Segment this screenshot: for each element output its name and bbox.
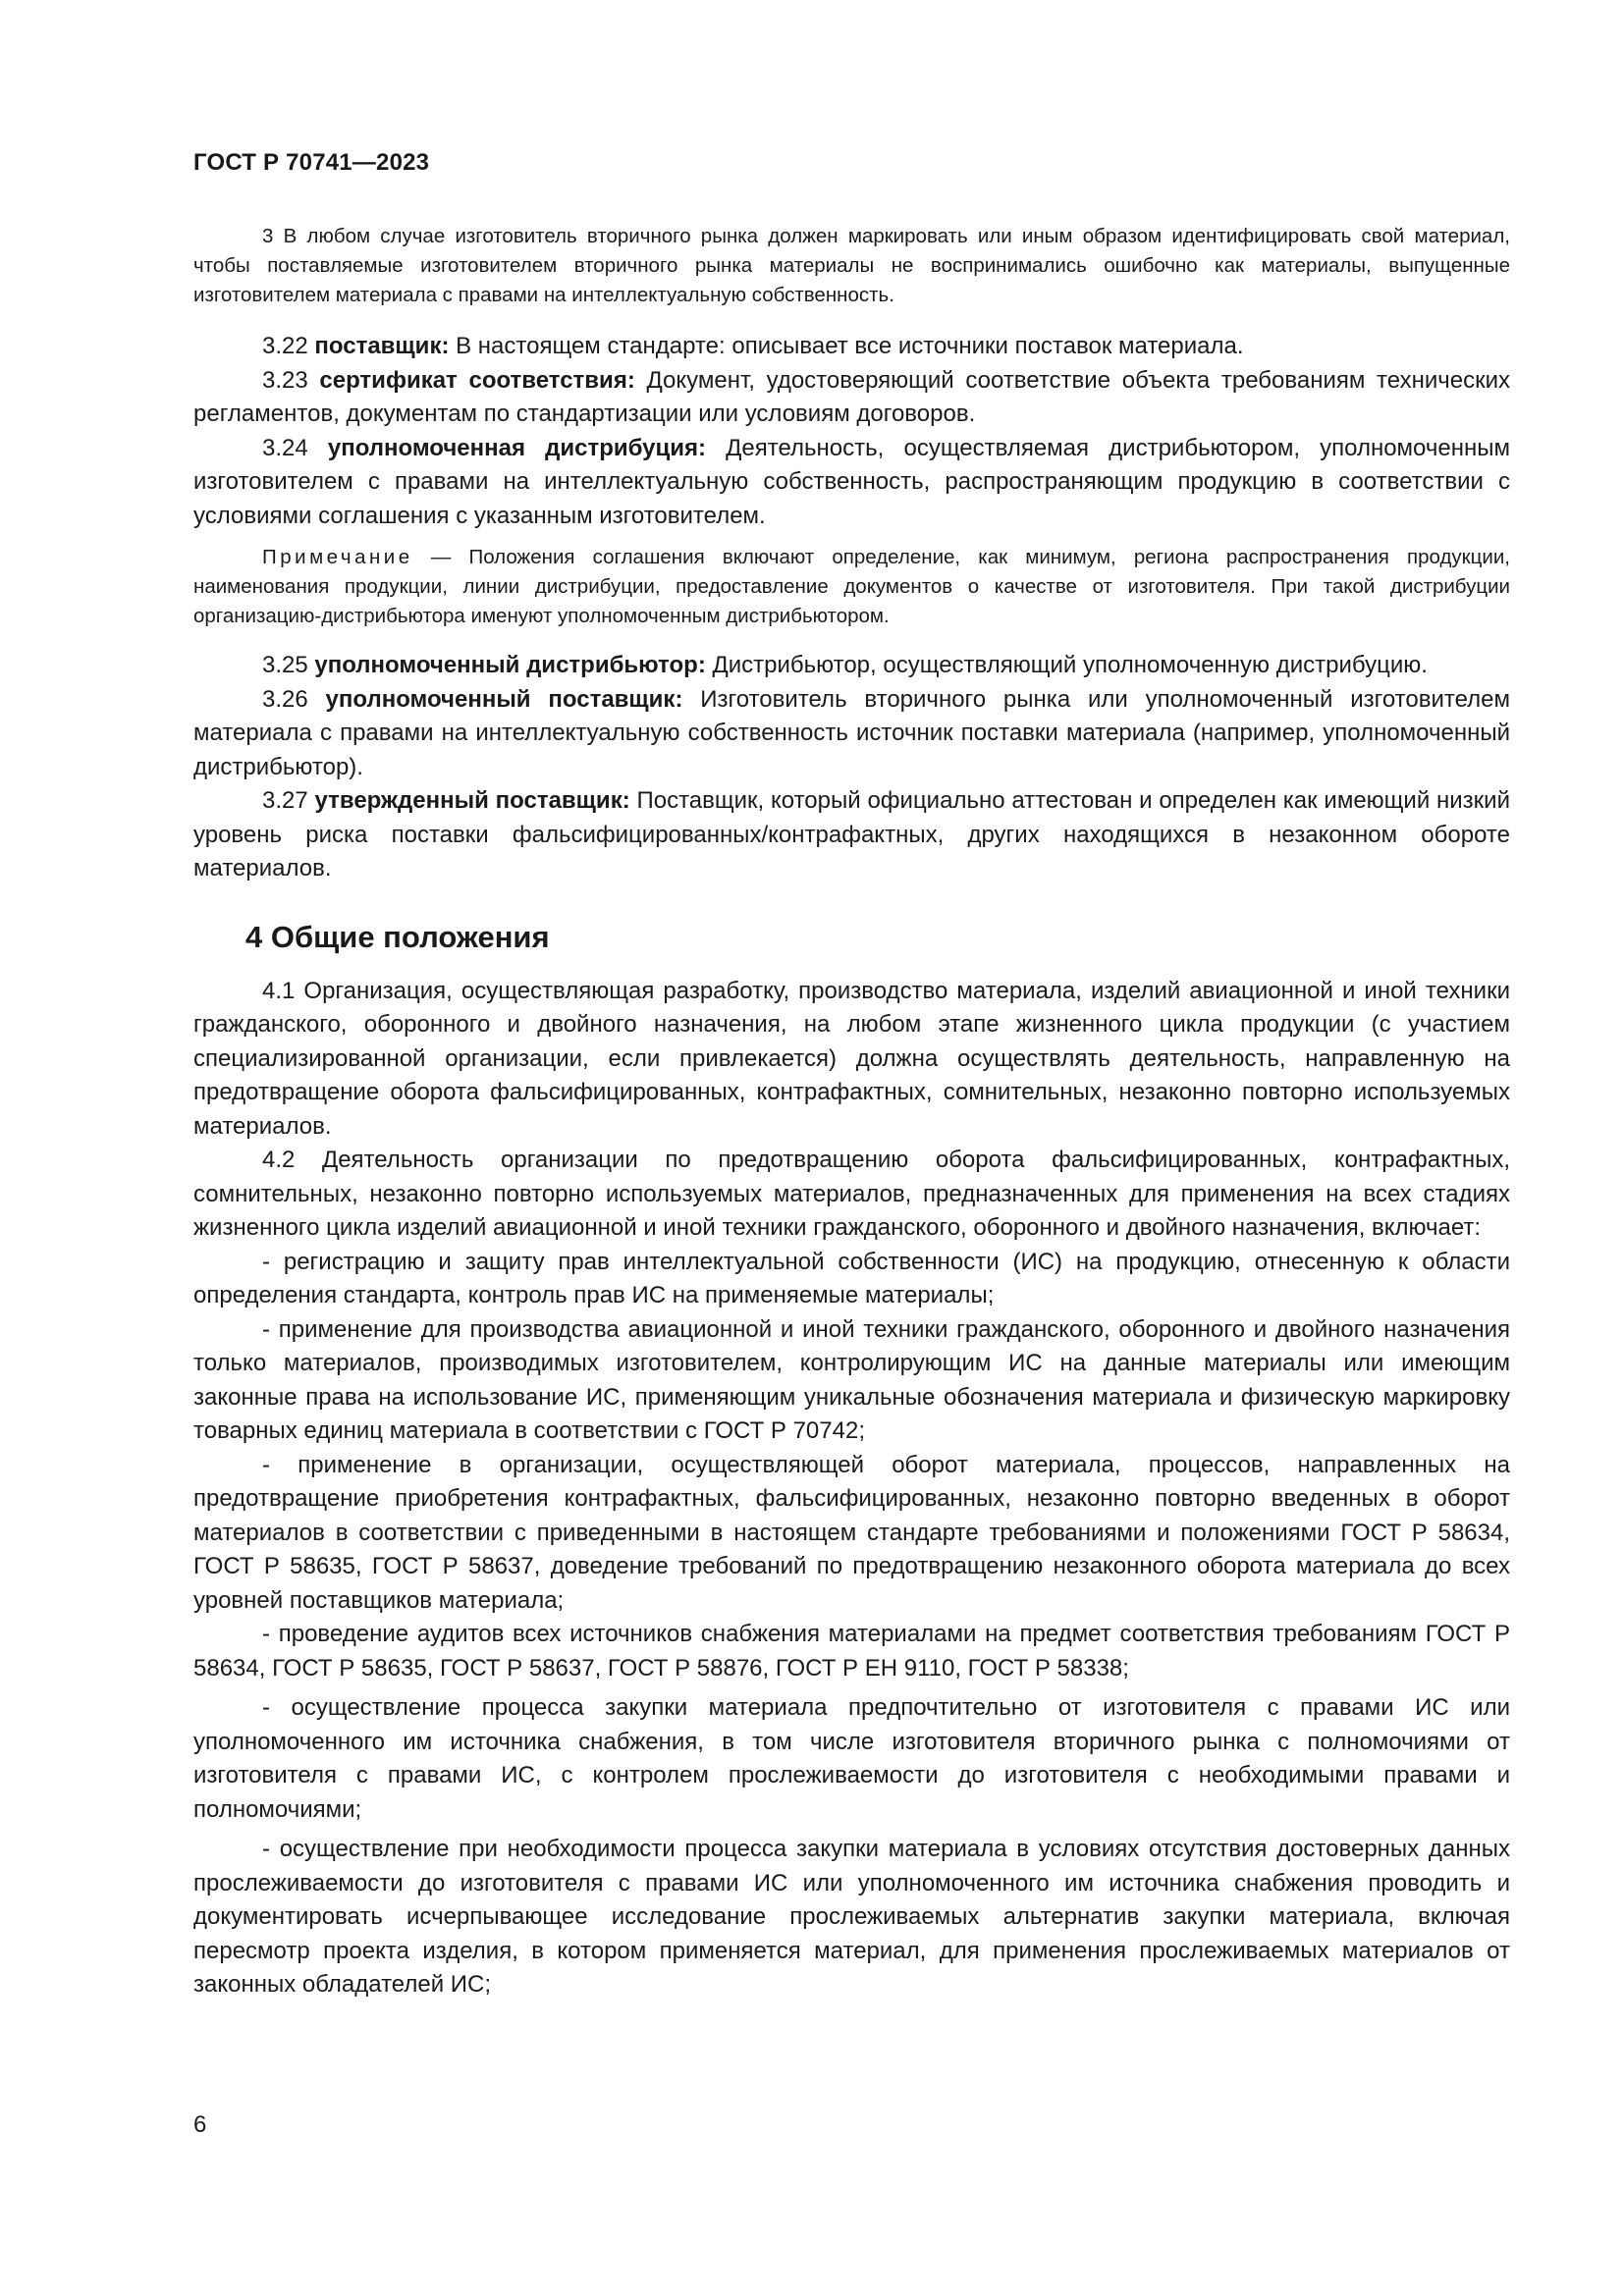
list-item: - применение для производства авиационной и иной техники гражданского, оборонного и двойного назначения только материалов, производимых изготовителем, контролирующим ИС на данные материалы или имеющим законные права на использование ИС, применяющим уникальные обозначения материала и физическую маркировку товарных единиц материала в соответствии с ГОСТ Р 70742; [193,1315,1510,1444]
term-definition: Изготовитель вторичного рынка или уполномоченный изготовителем материала с правами на интеллектуальную собственность источник поставки материала (например, уполномоченный дистрибьютор). [193,685,1511,780]
term-name: уполномоченная дистрибуция: [327,434,707,461]
term-name: уполномоченный дистрибьютор: [314,652,706,678]
term-number: 3.26 [262,685,308,713]
term-3-25 [193,649,1510,683]
term-number: 3.23 [262,366,308,394]
list-item: - применение в организации, осуществляющей оборот материала, процессов, направленных на предотвращение приобретения контрафактных, фальсифицированных, незаконно повторно введенных в оборот материалов в соответствии с приведенными в настоящем стандарте требованиями и положениями ГОСТ Р 58634, ГОСТ Р 58635, ГОСТ Р 58637, доведение требований по предотвращению незаконного оборота материала до всех уровней поставщиков материала; [193,1451,1510,1614]
document-body [193,222,1510,2002]
term-name: утвержденный поставщик: [314,787,630,814]
term-name: сертификат соответствия: [319,366,635,394]
page-number: 6 [193,2111,207,2138]
term-number: 3.25 [262,652,308,678]
list-item: - проведение аудитов всех источников снабжения материалами на предмет соответствия требованиям ГОСТ Р 58634, ГОСТ Р 58635, ГОСТ Р 58637, ГОСТ Р 58876, ГОСТ Р ЕН 9110, ГОСТ Р 58338; [193,1621,1510,1682]
term-number: 3.24 [262,434,308,461]
list-item: - осуществление при необходимости процесса закупки материала в условиях отсутствия достоверных данных прослеживаемости до изготовителя с правами ИС или уполномоченного им источника снабжения проводить и документировать исчерпывающее исследование прослеживаемых альтернатив закупки материала, включая пересмотр проекта изделия, в котором применяется материал, для применения прослеживаемых материалов от законных обладателей ИС; [193,1836,1510,1998]
term-definition: Дистрибьютор, осуществляющий уполномоченную дистрибуцию. [705,652,1428,678]
paragraph-4-2: 4.2 Деятельность организации по предотвращению оборота фальсифицированных, контрафактных, сомнительных, незаконно повторно используемых материалов, предназначенных для применения на всех стадиях жизненного цикла изделий авиационной и иной техники гражданского, оборонного и двойного назначения, включает: [193,1147,1510,1241]
list-item: - регистрацию и защиту прав интеллектуальной собственности (ИС) на продукцию, отнесенную к области определения стандарта, контроль прав ИС на применяемые материалы; [193,1248,1510,1308]
term-number: 3.27 [262,787,308,814]
term-definition: Деятельность, осуществляемая дистрибьютором, уполномоченным изготовителем с правами на интеллектуальную собственность, распространяющим продукцию в соответствии с условиями соглашения с указанным изготовителем. [193,434,1510,529]
term-definition: В настоящем стандарте: описывает все источники поставок материала. [449,333,1244,359]
note-label: Примечание [262,546,413,568]
term-name: уполномоченный поставщик: [325,685,683,713]
paragraph-4-1: 4.1 Организация, осуществляющая разработку, производство материала, изделий авиационной и иной техники гражданского, оборонного и двойного назначения, на любом этапе жизненного цикла продукции (с участием специализированной организации, если привлекается) должна осуществлять деятельность, направленную на предотвращение оборота фальсифицированных, контрафактных, сомнительных, незаконно повторно используемых материалов. [193,977,1510,1140]
term-3-26 [193,683,1510,785]
term-3-23 [193,364,1510,432]
term-name: поставщик: [314,333,450,359]
page-header: ГОСТ Р 70741—2023 [193,149,430,176]
term-number: 3.22 [262,333,308,359]
note-3: 3 В любом случае изготовитель вторичного рынка должен маркировать или иным образом идентифицировать свой материал, чтобы поставляемые изготовителем вторичного рынка материалы не воспринимались ошибочно как материалы, выпущенные изготовителем материала с правами на интеллектуальную собственность. [193,225,1510,306]
term-3-24 [193,432,1510,534]
note-3-24 [193,543,1510,631]
list-item: - осуществление процесса закупки материала предпочтительно от изготовителя с правами ИС или уполномоченного им источника снабжения, в том числе изготовителя вторичного рынка с полномочиями от изготовителя с правами ИС, с контролем прослеживаемости до изготовителя с необходимыми правами и полномочиями; [193,1694,1510,1823]
section-heading: 4 Общие положения [245,919,550,954]
term-definition: Документ, удостоверяющий соответствие объекта требованиям технических регламентов, документам по стандартизации или условиям договоров. [193,366,1510,427]
term-definition: Поставщик, который официально аттестован и определен как имеющий низкий уровень риска поставки фальсифицированных/контрафактных, других находящихся в незаконном обороте материалов. [193,787,1510,881]
note-text: — Положения соглашения включают определение, как минимум, региона распространения продукции, наименования продукции, линии дистрибуции, предоставление документов о качестве от изготовителя. При такой дистрибуции организацию-дистрибьютора именуют уполномоченным дистрибьютором. [193,546,1510,627]
term-3-22 [193,330,1510,364]
term-3-27 [193,784,1510,886]
